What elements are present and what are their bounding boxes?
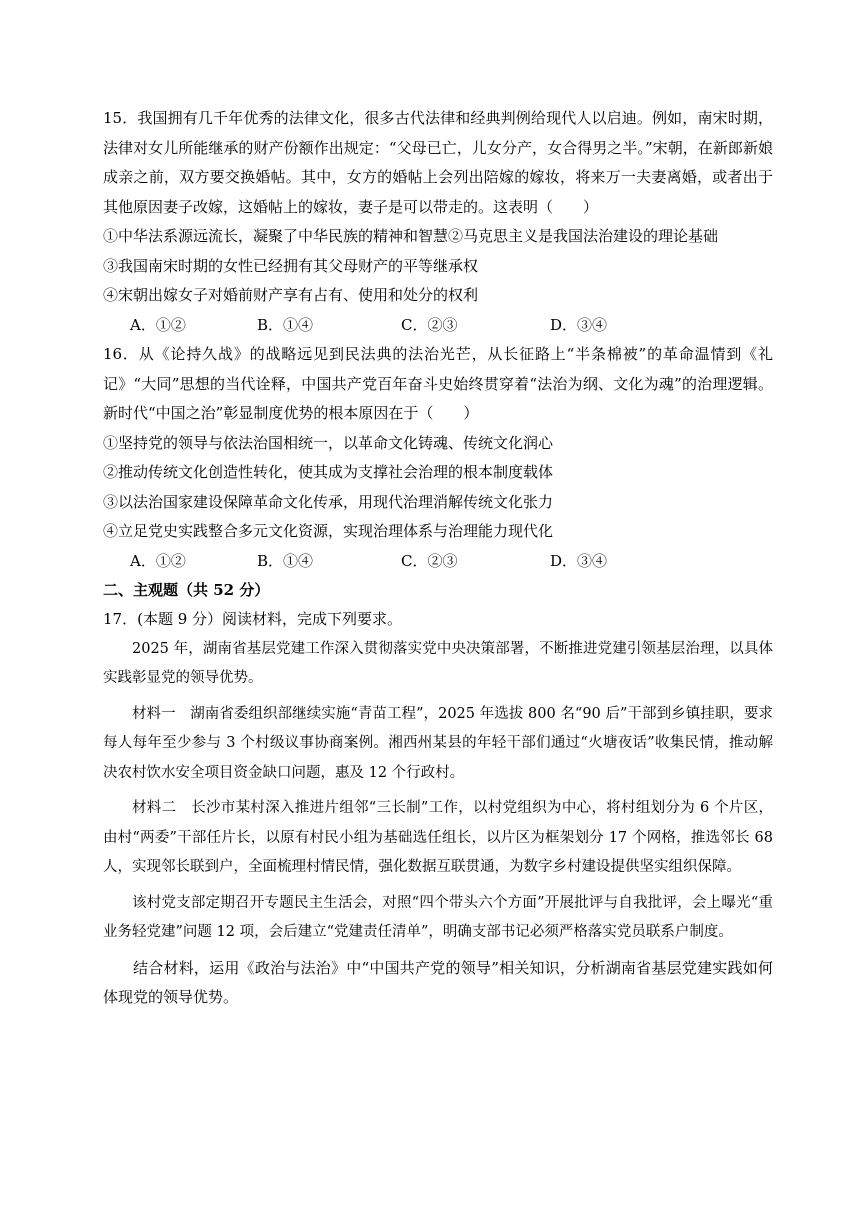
question-16-statement-1: ①坚持党的领导与依法治国相统一，以革命文化铸魂、传统文化润心 bbox=[103, 433, 554, 452]
question-15-statement-3: ③我国南宋时期的女性已经拥有其父母财产的平等继承权 bbox=[103, 256, 479, 275]
choice-a: A．①② bbox=[130, 315, 186, 334]
question-16 bbox=[103, 340, 773, 576]
question-17-stem: 17．(本题 9 分）阅读材料，完成下列要求。 bbox=[103, 610, 403, 628]
question-16-statement-4: ④立足党史实践整合多元文化资源，实现治理体系与治理能力现代化 bbox=[103, 522, 554, 540]
exam-page bbox=[103, 104, 773, 1013]
choice-b: B．①④ bbox=[257, 551, 314, 570]
choice-d: D．③④ bbox=[550, 551, 608, 570]
choice-c: C．②③ bbox=[401, 551, 458, 570]
question-16-choices bbox=[103, 547, 773, 577]
question-17 bbox=[103, 605, 773, 1013]
choice-c: C．②③ bbox=[401, 315, 458, 334]
question-17-material-1: 材料一 湖南省委组织部继续实施“青苗工程”，2025 年选拔 800 名“90 后”干部到乡镇挂职，要求每人每年至少参与 3 个村级议事协商案例。湘西州某县的年轻干部们通过“火塘夜话”收集民情，推动解决农村饮水安全项目资金缺口问题，惠及 12 个行政村。 bbox=[103, 705, 773, 781]
question-15-statement-4: ④宋朝出嫁女子对婚前财产享有占有、使用和处分的权利 bbox=[103, 286, 479, 304]
question-15-stem: 15．我国拥有几千年优秀的法律文化，很多古代法律和经典判例给现代人以启迪。例如，南宋时期，法律对女儿所能继承的财产份额作出规定：“父母已亡，儿女分产，女合得男之半。”宋朝，在新郎新娘成亲之前，双方要交换婚帖。其中，女方的婚帖上会列出陪嫁的嫁妆，将来万一夫妻离婚，或者出于其他原因妻子改嫁，这婚帖上的嫁妆，妻子是可以带走的。这表明（ ） bbox=[103, 109, 773, 216]
choice-d: D．③④ bbox=[550, 315, 608, 334]
choice-a: A．①② bbox=[130, 551, 186, 570]
question-15 bbox=[103, 104, 773, 340]
question-15-choices bbox=[103, 311, 773, 341]
question-17-material-3: 该村党支部定期召开专题民主生活会，对照“四个带头六个方面”开展批评与自我批评，会上曝光“重业务轻党建”问题 12 项，会后建立“党建责任清单”，明确支部书记必须严格落实党员联系户制度。 bbox=[103, 894, 773, 940]
question-17-material-2: 材料二 长沙市某村深入推进片组邻“三长制”工作，以村党组织为中心，将村组划分为 6 个片区，由村“两委”干部任片长，以原有村民小组为基础选任组长，以片区为框架划分 17 个网格，推选邻长 68 人，实现邻长联到户，全面梳理村情民情，强化数据互联贯通，为数字乡村建设提供坚实组织保障。 bbox=[103, 800, 773, 875]
section-heading: 二、主观题（共 52 分） bbox=[103, 581, 270, 599]
question-17-task: 结合材料，运用《政治与法治》中“中国共产党的领导”相关知识，分析湖南省基层党建实践如何体现党的领导优势。 bbox=[103, 958, 773, 1006]
question-16-statement-2: ②推动传统文化创造性转化，使其成为支撑社会治理的根本制度载体 bbox=[103, 463, 554, 481]
question-15-statement-1-2: ①中华法系源远流长，凝聚了中华民族的精神和智慧②马克思主义是我国法治建设的理论基础 bbox=[103, 227, 719, 245]
choice-b: B．①④ bbox=[257, 315, 314, 334]
question-17-intro: 2025 年，湖南省基层党建工作深入贯彻落实党中央决策部署，不断推进党建引领基层治理，以具体实践彰显党的领导优势。 bbox=[103, 640, 773, 686]
question-16-statement-3: ③以法治国家建设保障革命文化传承，用现代治理消解传统文化张力 bbox=[103, 492, 554, 511]
question-16-stem: 16．从《论持久战》的战略远见到民法典的法治光芒，从长征路上“半条棉被”的革命温情到《礼记》“大同”思想的当代诠释，中国共产党百年奋斗史始终贯穿着“法治为纲、文化为魂”的治理逻辑。新时代“中国之治”彰显制度优势的根本原因在于（ ） bbox=[103, 345, 773, 422]
